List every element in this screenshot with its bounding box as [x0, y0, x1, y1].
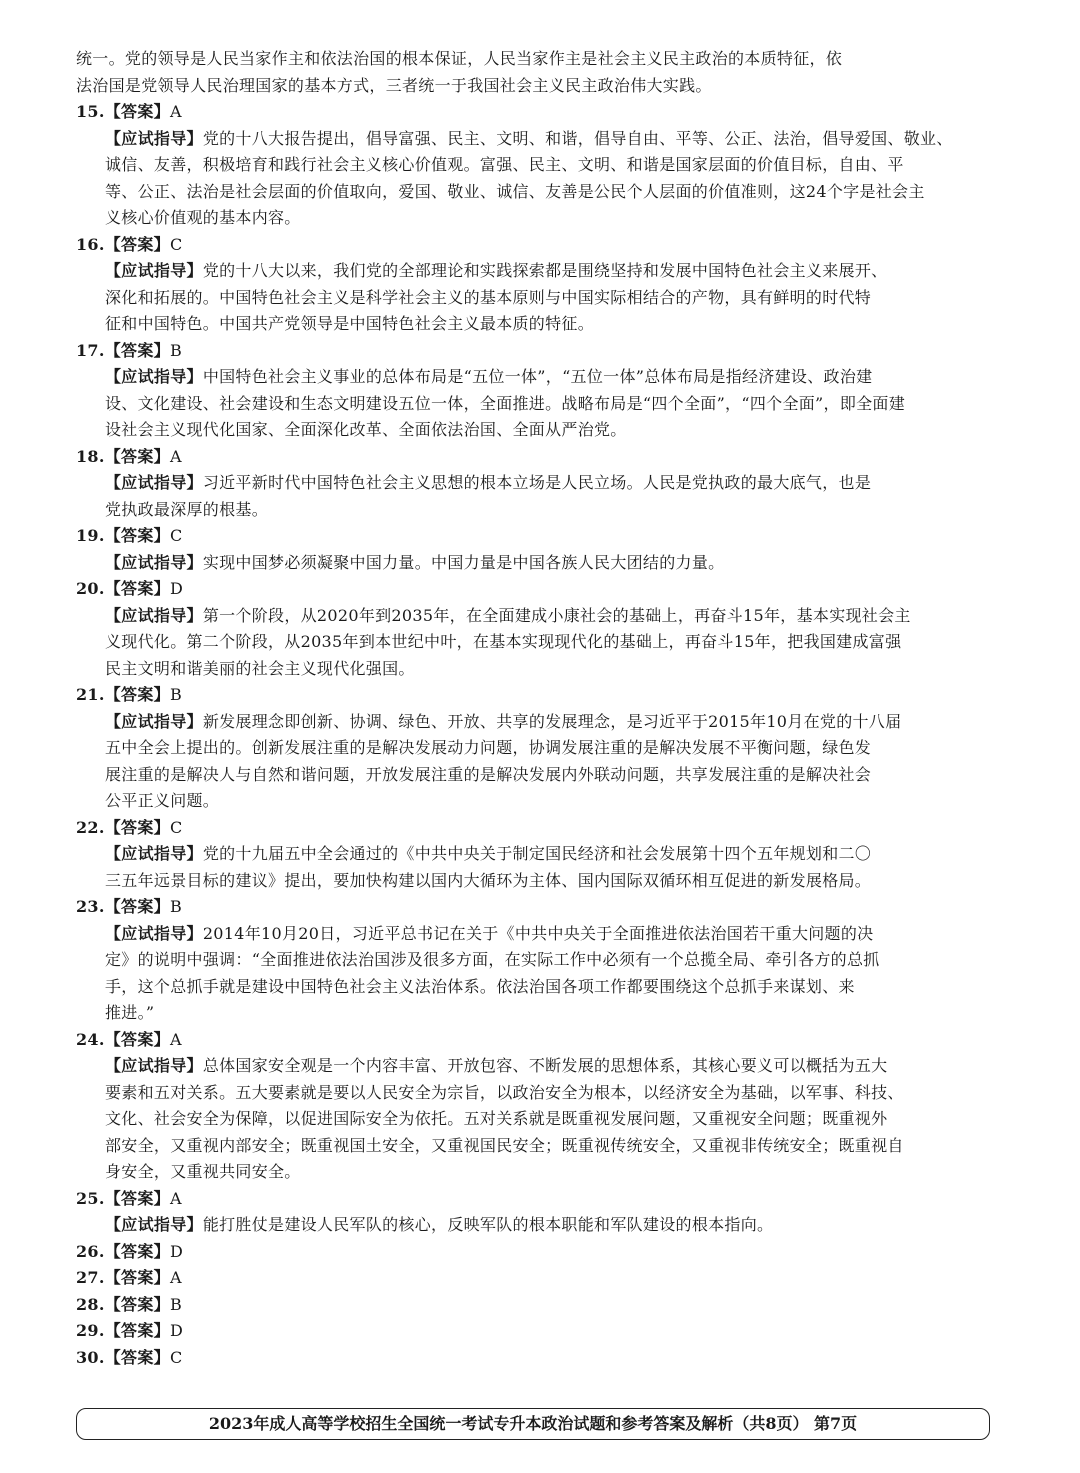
text-line: 征和中国特色。中国共产党领导是中国特色社会主义最本质的特征。 — [105, 314, 595, 333]
guide-text: 中国特色社会主义事业的总体布局是“五位一体”，“五位一体”总体布局是指经济建设、政治建 — [202, 367, 873, 386]
answer-value: D — [169, 1321, 184, 1340]
answer-value: B — [169, 897, 183, 916]
text-line: 深化和拓展的。中国特色社会主义是科学社会主义的基本原则与中国实际相结合的产物，具有鲜明的时代特 — [105, 287, 872, 307]
question-number: 16. — [76, 234, 105, 254]
answer-value: B — [169, 685, 183, 704]
answer-label: 【答案】 — [104, 1241, 170, 1261]
guide-line — [76, 841, 1006, 868]
text-line: 统一。党的领导是人民当家作主和依法治国的根本保证，人民当家作主是社会主义民主政治的本质特征，依 — [76, 49, 843, 68]
answer-line — [76, 682, 1006, 709]
text-line: 设社会主义现代化国家、全面深化改革、全面依法治国、全面从严治党。 — [105, 420, 627, 439]
guide-label: 【应试指导】 — [105, 605, 203, 625]
guide-label: 【应试指导】 — [105, 844, 203, 863]
answer-label: 【答案】 — [104, 1347, 170, 1367]
question-number: 20. — [76, 579, 105, 598]
guide-label: 【应试指导】 — [105, 473, 203, 492]
answer-line — [76, 1318, 1006, 1345]
answer-value: D — [169, 1241, 184, 1261]
answer-line — [76, 576, 1006, 603]
guide-line — [76, 1053, 1006, 1080]
answer-line — [76, 99, 1006, 126]
text-line: 展注重的是解决人与自然和谐问题，开放发展注重的是解决发展内外联动问题，共享发展注重的是解决社会 — [105, 764, 872, 784]
guide-line — [76, 126, 1006, 153]
answer-value: C — [169, 817, 183, 837]
answer-line — [76, 444, 1006, 471]
text-line: 五中全会上提出的。创新发展注重的是解决发展动力问题，协调发展注重的是解决发展不平衡问题，绿色发 — [105, 738, 872, 757]
text-line: 设、文化建设、社会建设和生态文明建设五位一体，全面推进。战略布局是“四个全面”，“四个全面”，即全面建 — [105, 393, 906, 413]
text-line: 法治国是党领导人民治理国家的基本方式，三者统一于我国社会主义民主政治伟大实践。 — [76, 75, 712, 95]
answer-value: C — [169, 526, 183, 545]
text-line: 手，这个总抓手就是建设中国特色社会主义法治体系。依法治国各项工作都要围绕这个总抓手来谋划、来 — [105, 976, 855, 996]
question-number: 30. — [76, 1347, 105, 1367]
text-line: 义现代化。第二个阶段，从2035年到本世纪中叶，在基本实现现代化的基础上，再奋斗15年，把我国建成富强 — [105, 632, 902, 651]
answer-line — [76, 1027, 1006, 1054]
text-line: 民主文明和谐美丽的社会主义现代化强国。 — [105, 658, 415, 678]
guide-line — [76, 550, 1006, 577]
guide-label: 【应试指导】 — [105, 261, 203, 280]
guide-label: 【应试指导】 — [105, 552, 203, 572]
text-line: 推进。” — [105, 1003, 155, 1022]
answer-label: 【答案】 — [104, 1294, 170, 1314]
answer-line — [76, 1186, 1006, 1213]
guide-text: 党的十九届五中全会通过的《中共中央关于制定国民经济和社会发展第十四个五年规划和二〇 — [202, 844, 872, 863]
text-line: 党执政最深厚的根基。 — [105, 499, 269, 519]
answer-line — [76, 1292, 1006, 1319]
answer-value: A — [169, 1188, 182, 1208]
guide-line — [76, 364, 1006, 391]
question-number: 27. — [76, 1268, 105, 1287]
text-line: 诚信、友善，积极培育和践行社会主义核心价值观。富强、民主、文明、和谐是国家层面的价值目标，自由、平 — [105, 155, 904, 174]
answer-label: 【答案】 — [104, 1268, 170, 1287]
answer-value: A — [169, 102, 182, 121]
answer-value: B — [169, 1294, 183, 1314]
answer-label: 【答案】 — [104, 579, 170, 598]
answer-label: 【答案】 — [104, 817, 170, 837]
question-number: 15. — [76, 102, 105, 121]
guide-label: 【应试指导】 — [105, 923, 203, 943]
footer-text: 2023年成人高等学校招生全国统一考试专升本政治试题和参考答案及解析（共8页） 第7页 — [208, 1414, 858, 1433]
guide-text: 党的十八大以来，我们党的全部理论和实践探索都是围绕坚持和发展中国特色社会主义来展开、 — [202, 261, 888, 280]
guide-label: 【应试指导】 — [105, 1215, 203, 1234]
question-number: 17. — [76, 340, 105, 360]
question-number: 25. — [76, 1188, 105, 1208]
question-number: 18. — [76, 446, 105, 466]
answer-value: A — [169, 1268, 182, 1287]
answer-value: D — [169, 579, 184, 598]
guide-line — [76, 709, 1006, 736]
question-number: 22. — [76, 817, 105, 837]
guide-line — [76, 470, 1006, 497]
text-line: 公平正义问题。 — [105, 791, 220, 810]
answer-label: 【答案】 — [104, 526, 170, 545]
guide-text: 总体国家安全观是一个内容丰富、开放包容、不断发展的思想体系，其核心要义可以概括为五大 — [202, 1056, 888, 1075]
guide-line — [76, 921, 1006, 948]
question-number: 29. — [76, 1321, 105, 1340]
guide-line — [76, 1212, 1006, 1239]
guide-text: 2014年10月20日，习近平总书记在关于《中共中央关于全面推进依法治国若干重大问题的决 — [202, 923, 874, 943]
answer-value: C — [169, 234, 183, 254]
answer-line — [76, 815, 1006, 842]
guide-label: 【应试指导】 — [105, 128, 203, 148]
question-number: 21. — [76, 685, 105, 704]
text-line: 部安全，又重视内部安全；既重视国土安全，又重视国民安全；既重视传统安全，又重视非传统安全；既重视自 — [105, 1135, 904, 1155]
guide-line — [76, 258, 1006, 285]
text-line: 要素和五对关系。五大要素就是要以人民安全为宗旨，以政治安全为根本，以经济安全为基础，以军事、科技、 — [105, 1082, 904, 1102]
answer-value: A — [169, 446, 182, 466]
answer-label: 【答案】 — [104, 1188, 170, 1208]
text-line: 三五年远景目标的建议》提出，要加快构建以国内大循环为主体、国内国际双循环相互促进的新发展格局。 — [105, 870, 872, 890]
answer-line — [76, 232, 1006, 259]
answer-line — [76, 1265, 1006, 1292]
answer-line — [76, 1239, 1006, 1266]
question-number: 26. — [76, 1241, 105, 1261]
answer-value: A — [169, 1029, 182, 1049]
question-number: 24. — [76, 1029, 105, 1049]
answer-value: B — [169, 340, 183, 360]
text-line: 等、公正、法治是社会层面的价值取向，爱国、敬业、诚信、友善是公民个人层面的价值准则，这24个字是社会主 — [105, 181, 925, 201]
answer-label: 【答案】 — [104, 340, 170, 360]
answer-label: 【答案】 — [104, 685, 170, 704]
text-line: 文化、社会安全为保障，以促进国际安全为依托。五对关系就是既重视发展问题，又重视安全问题；既重视外 — [105, 1109, 888, 1128]
guide-text: 党的十八大报告提出，倡导富强、民主、文明、和谐，倡导自由、平等、公正、法治，倡导爱国、敬业、 — [202, 128, 953, 148]
question-number: 28. — [76, 1294, 105, 1314]
answer-label: 【答案】 — [104, 234, 170, 254]
text-line: 义核心价值观的基本内容。 — [105, 208, 301, 227]
text-line: 定》的说明中强调：“全面推进依法治国涉及很多方面，在实际工作中必须有一个总揽全局、牵引各方的总抓 — [105, 950, 880, 969]
question-number: 23. — [76, 897, 105, 916]
answer-label: 【答案】 — [104, 1321, 170, 1340]
answer-line — [76, 894, 1006, 921]
guide-label: 【应试指导】 — [105, 367, 203, 386]
guide-label: 【应试指导】 — [105, 1056, 203, 1075]
guide-text: 实现中国梦必须凝聚中国力量。中国力量是中国各族人民大团结的力量。 — [202, 552, 725, 572]
answer-line — [76, 1345, 1006, 1372]
guide-text: 第一个阶段，从2020年到2035年，在全面建成小康社会的基础上，再奋斗15年，基本实现社会主 — [202, 605, 911, 625]
answer-label: 【答案】 — [104, 897, 170, 916]
answer-label: 【答案】 — [104, 102, 170, 121]
answer-label: 【答案】 — [104, 1029, 170, 1049]
answer-label: 【答案】 — [104, 446, 170, 466]
answer-line — [76, 338, 1006, 365]
guide-text: 能打胜仗是建设人民军队的核心，反映军队的根本职能和军队建设的根本指向。 — [202, 1215, 774, 1234]
page-footer — [76, 1408, 990, 1440]
guide-text: 新发展理念即创新、协调、绿色、开放、共享的发展理念，是习近平于2015年10月在党的十八届 — [202, 711, 902, 731]
text-line: 身安全，又重视共同安全。 — [105, 1162, 301, 1181]
answer-line — [76, 523, 1006, 550]
guide-text: 习近平新时代中国特色社会主义思想的根本立场是人民立场。人民是党执政的最大底气，也是 — [202, 473, 872, 492]
question-number: 19. — [76, 526, 105, 545]
guide-label: 【应试指导】 — [105, 711, 203, 731]
guide-line — [76, 603, 1006, 630]
answer-content — [76, 46, 1006, 1371]
answer-value: C — [169, 1347, 183, 1367]
